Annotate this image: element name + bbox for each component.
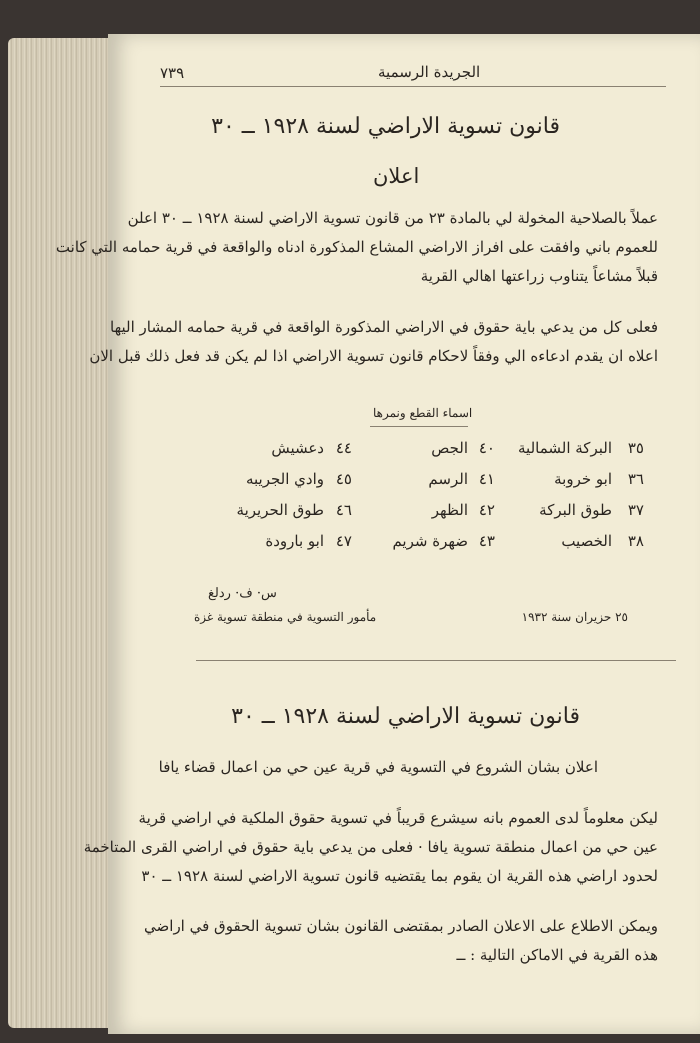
plot-name: ابو خروبة <box>554 470 612 488</box>
plot-number: ٤٢ <box>478 501 495 519</box>
section2-subtitle: اعلان بشان الشروع في التسوية في قرية عين حي من اعمال قضاء يافا <box>158 758 598 776</box>
plot-number: ٤٣ <box>478 532 495 550</box>
document-page <box>55 34 700 1034</box>
plot-name: الخصيب <box>561 532 612 550</box>
signature-name: س· ف· ردلغ <box>208 586 277 601</box>
plot-number: ٤٥ <box>335 470 352 488</box>
plot-name: دعشيش <box>271 439 324 457</box>
notice-heading: اعلان <box>373 164 420 188</box>
plots-heading-underline <box>370 426 468 427</box>
plot-name: البركة الشمالية <box>518 439 612 457</box>
signature-title: مأمور التسوية في منطقة تسوية غزة <box>194 610 377 624</box>
plot-number: ٣٥ <box>627 439 644 457</box>
section1-para1-line1: عملاً بالصلاحية المخولة لي بالمادة ٢٣ من قانون تسوية الاراضي لسنة ١٩٢٨ ــ ٣٠ اعلن <box>127 209 658 227</box>
section1-para1-line3: قبلاً مشاعاً يتناوب زراعتها اهالي القرية <box>420 267 658 285</box>
plots-heading: اسماء القطع ونمرها <box>373 406 473 420</box>
plot-number: ٤١ <box>478 470 495 488</box>
section1-title: قانون تسوية الاراضي لسنة ١٩٢٨ ــ ٣٠ <box>211 114 560 139</box>
section1-para1-line2: للعموم باني وافقت على افراز الاراضي المشاع المذكورة ادناه والواقعة في قرية حمامه التي كانت <box>55 238 658 256</box>
plot-name: الظهر <box>431 501 468 519</box>
header-rule <box>160 86 666 87</box>
plot-name: طوق الحريرية <box>236 501 324 519</box>
section1-para2-line1: فعلى كل من يدعي باية حقوق في الاراضي المذكورة الواقعة في قرية حمامه المشار اليها <box>110 318 658 336</box>
plot-number: ٤٦ <box>335 501 352 519</box>
plot-name: الرسم <box>428 470 468 488</box>
section2-para2-line2: هذه القرية في الاماكن التالية : ــ <box>456 946 658 964</box>
section2-para1-line1: ليكن معلوماً لدى العموم بانه سيشرع قريباً في تسوية حقوق الملكية في اراضي قرية <box>138 809 658 827</box>
plot-name: الجص <box>431 439 468 457</box>
plot-number: ٣٧ <box>627 501 644 519</box>
section2-title: قانون تسوية الاراضي لسنة ١٩٢٨ ــ ٣٠ <box>231 704 580 729</box>
plot-number: ٣٦ <box>627 470 644 488</box>
plot-name: ابو بارودة <box>265 532 324 550</box>
plot-number: ٤٠ <box>478 439 495 457</box>
plot-name: طوق البركة <box>539 501 612 519</box>
plot-name: ضهرة شريم <box>392 532 468 550</box>
section2-para1-line2: عين حي من اعمال منطقة تسوية يافا · فعلى من يدعي باية حقوق في اراضي القرى المتاخمة <box>83 838 658 856</box>
page-number: ٧٣٩ <box>160 64 185 82</box>
section2-para2-line1: ويمكن الاطلاع على الاعلان الصادر بمقتضى القانون بشان تسوية الحقوق في اراضي <box>144 917 658 935</box>
plot-number: ٣٨ <box>627 532 644 550</box>
section2-para1-line3: لحدود اراضي هذه القرية ان يقوم بما يقتضيه قانون تسوية الاراضي لسنة ١٩٢٨ ــ ٣٠ <box>141 867 658 885</box>
section1-para2-line2: اعلاه ان يقدم ادعاءه الي وفقاً لاحكام قانون تسوية الاراضي اذا لم يكن قد فعل ذلك قبل الان <box>89 347 658 365</box>
plot-number: ٤٧ <box>335 532 352 550</box>
plot-name: وادي الجريبه <box>245 470 324 488</box>
section-divider <box>196 660 676 661</box>
journal-title: الجريدة الرسمية <box>378 63 481 81</box>
plot-number: ٤٤ <box>335 439 352 457</box>
notice-date: ٢٥ حزيران سنة ١٩٣٢ <box>521 610 628 624</box>
